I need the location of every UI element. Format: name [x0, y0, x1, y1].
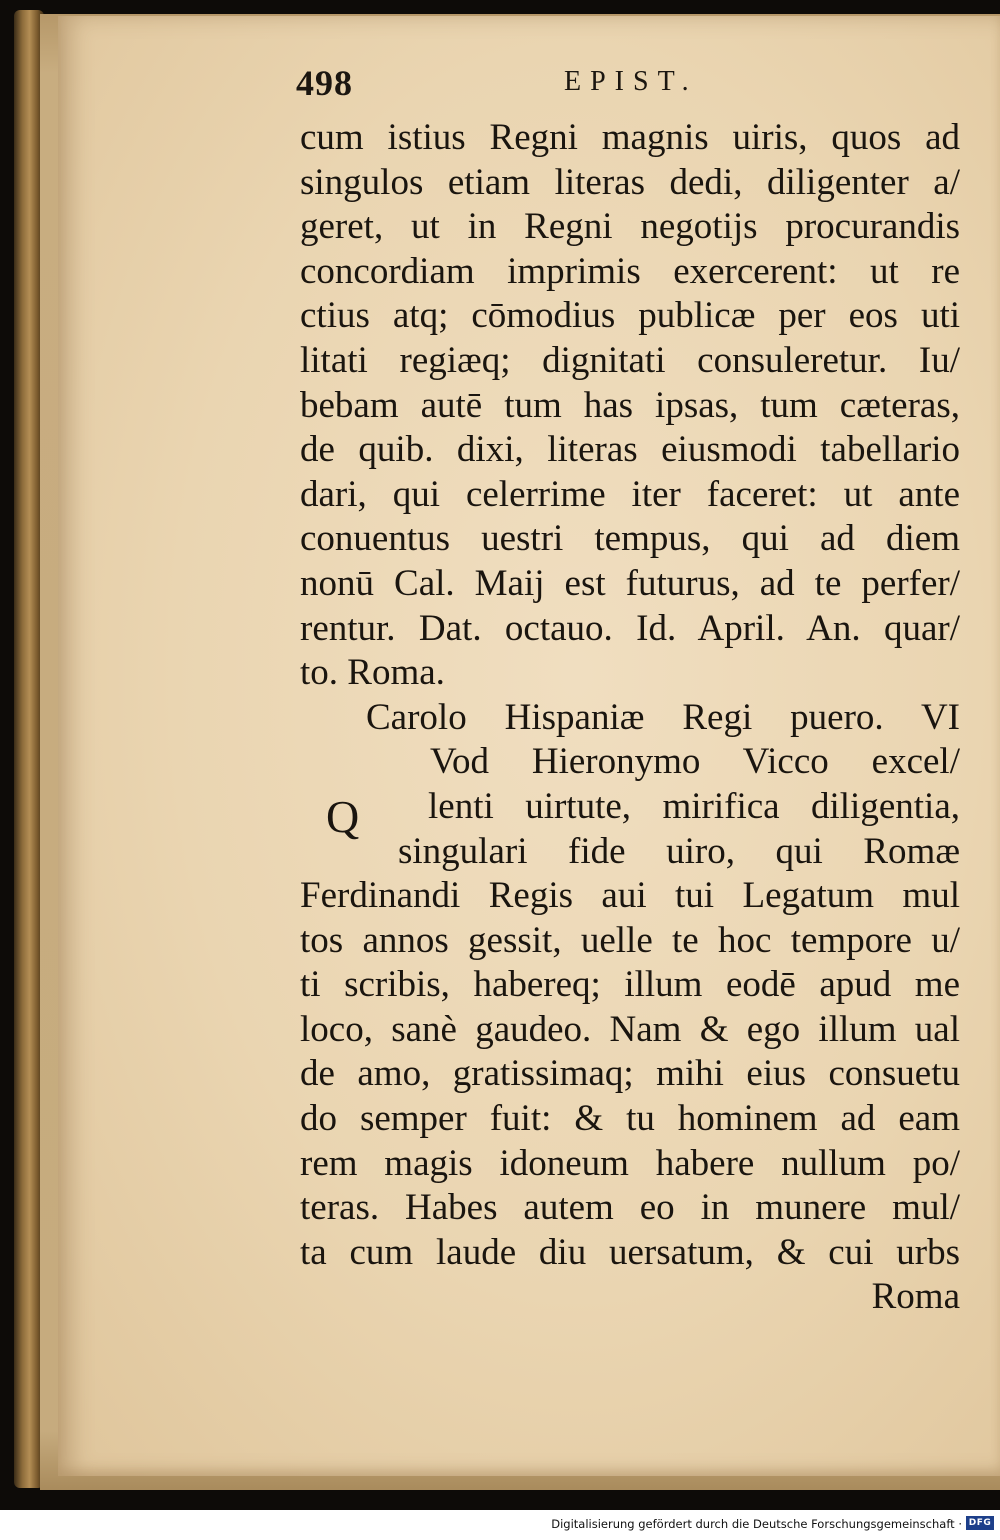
- letter-line: do semper fuit: & tu hominem ad eam: [300, 1098, 960, 1140]
- letter-line: de amo, gratissimaq; mihi eius consuetu: [300, 1053, 960, 1095]
- text-line: nonū Cal. Maij est futurus, ad te perfer/: [300, 562, 960, 604]
- letter-heading: Carolo Hispaniæ Regi puero.: [366, 696, 884, 738]
- text-block: [300, 116, 960, 1320]
- running-head: [296, 62, 956, 112]
- text-line: dari, qui celerrime iter faceret: ut ante: [300, 473, 960, 515]
- text-line: to. Roma.: [300, 652, 445, 694]
- letter-line: ti scribis, habereq; illum eodē apud me: [300, 964, 960, 1006]
- text-line: de quib. dixi, literas eiusmodi tabellario: [300, 429, 960, 471]
- text-line: bebam autē tum has ipsas, tum cæteras,: [300, 384, 960, 426]
- letter-line: loco, sanè gaudeo. Nam & ego illum ual: [300, 1008, 960, 1050]
- page-number: 498: [296, 63, 353, 103]
- catchword-line: [300, 1275, 960, 1320]
- digitization-credit: Digitalisierung gefördert durch die Deutsche Forschungsgemeinschaft ·: [551, 1517, 962, 1531]
- letter-line: rem magis idoneum habere nullum po/: [300, 1142, 960, 1184]
- letter-line: singulari fide uiro, qui Romæ: [398, 830, 960, 872]
- text-line: litati regiæq; dignitati consuleretur. Iu/: [300, 339, 960, 381]
- initial-letter: Q: [326, 791, 360, 842]
- letter-line: teras. Habes autem eo in munere mul/: [300, 1187, 960, 1229]
- text-line: concordiam imprimis exercerent: ut re: [300, 250, 960, 292]
- running-head-title: EPIST.: [564, 66, 698, 97]
- text-line: singulos etiam literas dedi, diligenter a/: [300, 161, 960, 203]
- text-line: rentur. Dat. octauo. Id. April. An. quar/: [300, 607, 960, 649]
- text-line: cum istius Regni magnis uiris, quos ad: [300, 117, 960, 158]
- letter-line: lenti uirtute, mirifica diligentia,: [428, 785, 960, 827]
- dfg-logo: DFG: [966, 1516, 994, 1530]
- letter-line: ta cum laude diu uersatum, & cui urbs: [300, 1231, 960, 1273]
- letter-line: Ferdinandi Regis aui tui Legatum mul: [300, 875, 960, 917]
- letter-number: VI: [920, 696, 960, 738]
- text-line: ctius atq; cōmodius publicæ per eos uti: [300, 295, 960, 337]
- text-line: geret, ut in Regni negotijs procurandis: [300, 206, 960, 248]
- letter-line: tos annos gessit, uelle te hoc tempore u/: [300, 919, 960, 961]
- text-line: conuentus uestri tempus, qui ad diem: [300, 518, 960, 560]
- letter-line: Vod Hieronymo Vicco excel/: [430, 741, 960, 783]
- letter-heading-line: [300, 696, 960, 741]
- catchword: Roma: [871, 1276, 960, 1318]
